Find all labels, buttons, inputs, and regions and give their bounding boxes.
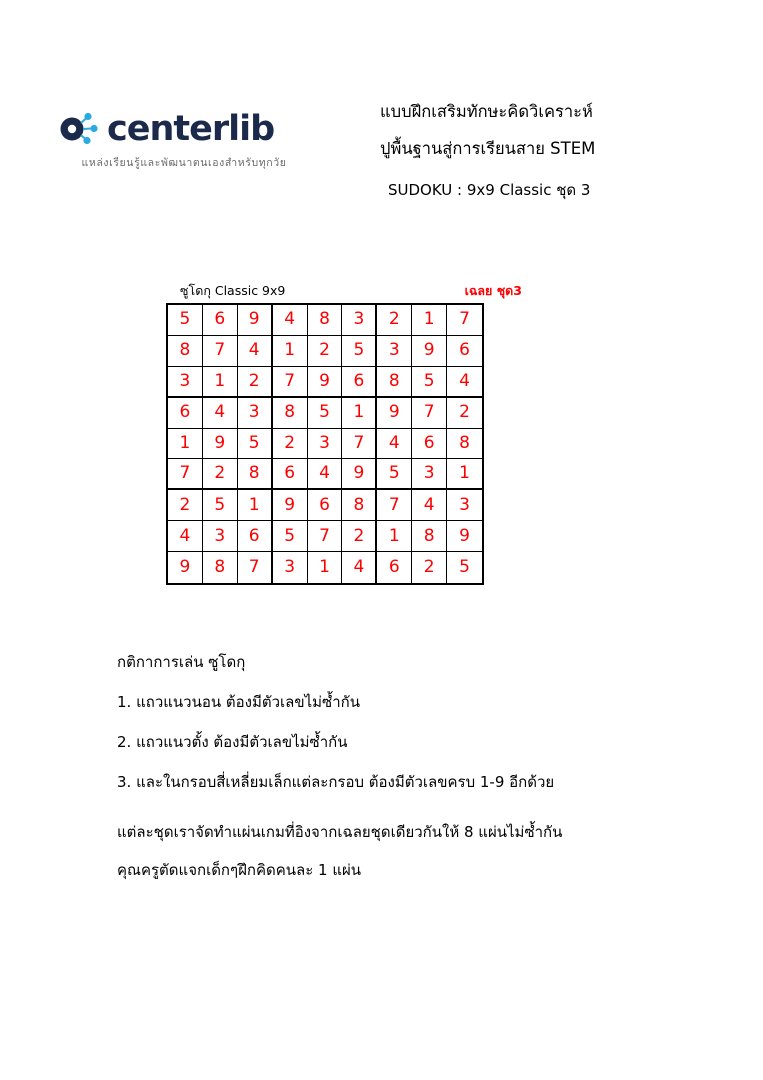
puzzle-caption: ซูโดกุ Classic 9x9 [180,283,286,298]
sudoku-cell-r4-c9: 2 [447,398,482,429]
sudoku-cell-r7-c9: 3 [447,490,482,521]
sudoku-cell-r1-c9: 7 [447,305,482,336]
sudoku-cell-r3-c9: 4 [447,367,482,398]
sudoku-cell-r1-c4: 4 [273,305,308,336]
sudoku-cell-r7-c6: 8 [342,490,377,521]
sudoku-cell-r7-c1: 2 [168,490,203,521]
sudoku-cell-r2-c1: 8 [168,336,203,367]
document-header [0,100,763,230]
sudoku-cell-r9-c1: 9 [168,552,203,583]
sudoku-cell-r1-c5: 8 [308,305,343,336]
sudoku-cell-r4-c5: 5 [308,398,343,429]
sudoku-cell-r6-c9: 1 [447,459,482,490]
title-line-2: ปูพื้นฐานสู่การเรียนสาย STEM [380,138,596,158]
sudoku-cell-r6-c7: 5 [377,459,412,490]
sudoku-cell-r1-c2: 6 [203,305,238,336]
sudoku-cell-r1-c1: 5 [168,305,203,336]
sudoku-cell-r8-c4: 5 [273,521,308,552]
sudoku-cell-r2-c3: 4 [238,336,273,367]
centerlib-node-logo-icon [57,108,99,150]
sudoku-cell-r8-c3: 6 [238,521,273,552]
sudoku-cell-r4-c6: 1 [342,398,377,429]
sudoku-cell-r2-c7: 3 [377,336,412,367]
sudoku-cell-r9-c3: 7 [238,552,273,583]
sudoku-cell-r2-c4: 1 [273,336,308,367]
sudoku-cell-r4-c2: 4 [203,398,238,429]
sudoku-cell-r3-c1: 3 [168,367,203,398]
sudoku-cell-r6-c3: 8 [238,459,273,490]
sudoku-cell-r5-c6: 7 [342,429,377,460]
sudoku-cell-r3-c2: 1 [203,367,238,398]
sudoku-cell-r2-c6: 5 [342,336,377,367]
sudoku-cell-r3-c5: 9 [308,367,343,398]
sudoku-cell-r6-c8: 3 [412,459,447,490]
sudoku-cell-r9-c5: 1 [308,552,343,583]
sudoku-cell-r6-c4: 6 [273,459,308,490]
note-line: แต่ละชุดเราจัดทำแผ่นเกมที่อิงจากเฉลยชุดเดียวกันให้ 8 แผ่นไม่ซ้ำกัน [117,823,563,841]
answer-key-badge: เฉลย ชุด3 [464,283,522,298]
brand-name: centerlib [107,108,275,149]
rules-section [117,650,717,896]
sudoku-cell-r1-c3: 9 [238,305,273,336]
sudoku-cell-r6-c5: 4 [308,459,343,490]
brand-logo [57,108,347,171]
sudoku-cell-r8-c8: 8 [412,521,447,552]
rules-title: กติกาการเล่น ซูโดกุ [117,653,246,671]
sudoku-cell-r6-c1: 7 [168,459,203,490]
sudoku-cell-r7-c3: 1 [238,490,273,521]
sudoku-cell-r3-c3: 2 [238,367,273,398]
sudoku-cell-r9-c2: 8 [203,552,238,583]
sudoku-cell-r5-c9: 8 [447,429,482,460]
sudoku-cell-r8-c2: 3 [203,521,238,552]
sudoku-cell-r4-c8: 7 [412,398,447,429]
sudoku-cell-r3-c7: 8 [377,367,412,398]
sudoku-cell-r9-c7: 6 [377,552,412,583]
rule-item: 1. แถวแนวนอน ต้องมีตัวเลขไม่ซ้ำกัน [117,693,360,711]
puzzle-caption-row [166,281,522,299]
sudoku-cell-r6-c2: 2 [203,459,238,490]
sudoku-cell-r5-c8: 6 [412,429,447,460]
sudoku-cell-r2-c8: 9 [412,336,447,367]
sudoku-cell-r3-c8: 5 [412,367,447,398]
title-line-1: แบบฝึกเสริมทักษะคิดวิเคราะห์ [380,102,593,121]
sudoku-cell-r5-c1: 1 [168,429,203,460]
logo-row [57,108,347,150]
sudoku-cell-r7-c2: 5 [203,490,238,521]
sudoku-cell-r4-c7: 9 [377,398,412,429]
sudoku-cell-r7-c4: 9 [273,490,308,521]
sudoku-cell-r2-c2: 7 [203,336,238,367]
notes-block [117,820,717,882]
sudoku-cell-r4-c1: 6 [168,398,203,429]
sudoku-cell-r4-c3: 3 [238,398,273,429]
sudoku-cell-r5-c7: 4 [377,429,412,460]
sudoku-cell-r1-c8: 1 [412,305,447,336]
sudoku-cell-r8-c9: 9 [447,521,482,552]
rule-item: 2. แถวแนวตั้ง ต้องมีตัวเลขไม่ซ้ำกัน [117,733,348,751]
sudoku-cell-r1-c6: 3 [342,305,377,336]
sudoku-cell-r8-c1: 4 [168,521,203,552]
sudoku-cell-r1-c7: 2 [377,305,412,336]
title-line-3: SUDOKU : 9x9 Classic ชุด 3 [388,180,591,199]
sudoku-cell-r9-c6: 4 [342,552,377,583]
sudoku-cell-r5-c2: 9 [203,429,238,460]
sudoku-cell-r9-c4: 3 [273,552,308,583]
sudoku-grid [166,303,484,585]
sudoku-cell-r9-c8: 2 [412,552,447,583]
note-line: คุณครูตัดแจกเด็กๆฝึกคิดคนละ 1 แผ่น [117,861,362,879]
sudoku-cell-r3-c4: 7 [273,367,308,398]
sudoku-cell-r9-c9: 5 [459,557,470,578]
sudoku-cell-r4-c4: 8 [273,398,308,429]
sudoku-cell-r7-c5: 6 [308,490,343,521]
sudoku-cell-r8-c5: 7 [308,521,343,552]
sudoku-cell-r7-c7: 7 [377,490,412,521]
sudoku-cell-r5-c5: 3 [308,429,343,460]
sudoku-section [166,281,522,585]
sudoku-cell-r2-c9: 6 [447,336,482,367]
sudoku-cell-r6-c6: 9 [342,459,377,490]
sudoku-cell-r8-c6: 2 [342,521,377,552]
sudoku-cell-r5-c4: 2 [273,429,308,460]
rule-item: 3. และในกรอบสี่เหลี่ยมเล็กแต่ละกรอบ ต้องมีตัวเลขครบ 1-9 อีกด้วย [117,773,555,791]
brand-tagline: แหล่งเรียนรู้และพัฒนาตนเองสำหรับทุกวัย [81,157,287,169]
sudoku-cell-r3-c6: 6 [342,367,377,398]
page-title [380,100,750,202]
sudoku-cell-r5-c3: 5 [238,429,273,460]
sudoku-cell-r7-c8: 4 [412,490,447,521]
sudoku-cell-r8-c7: 1 [377,521,412,552]
sudoku-cell-r2-c5: 2 [308,336,343,367]
